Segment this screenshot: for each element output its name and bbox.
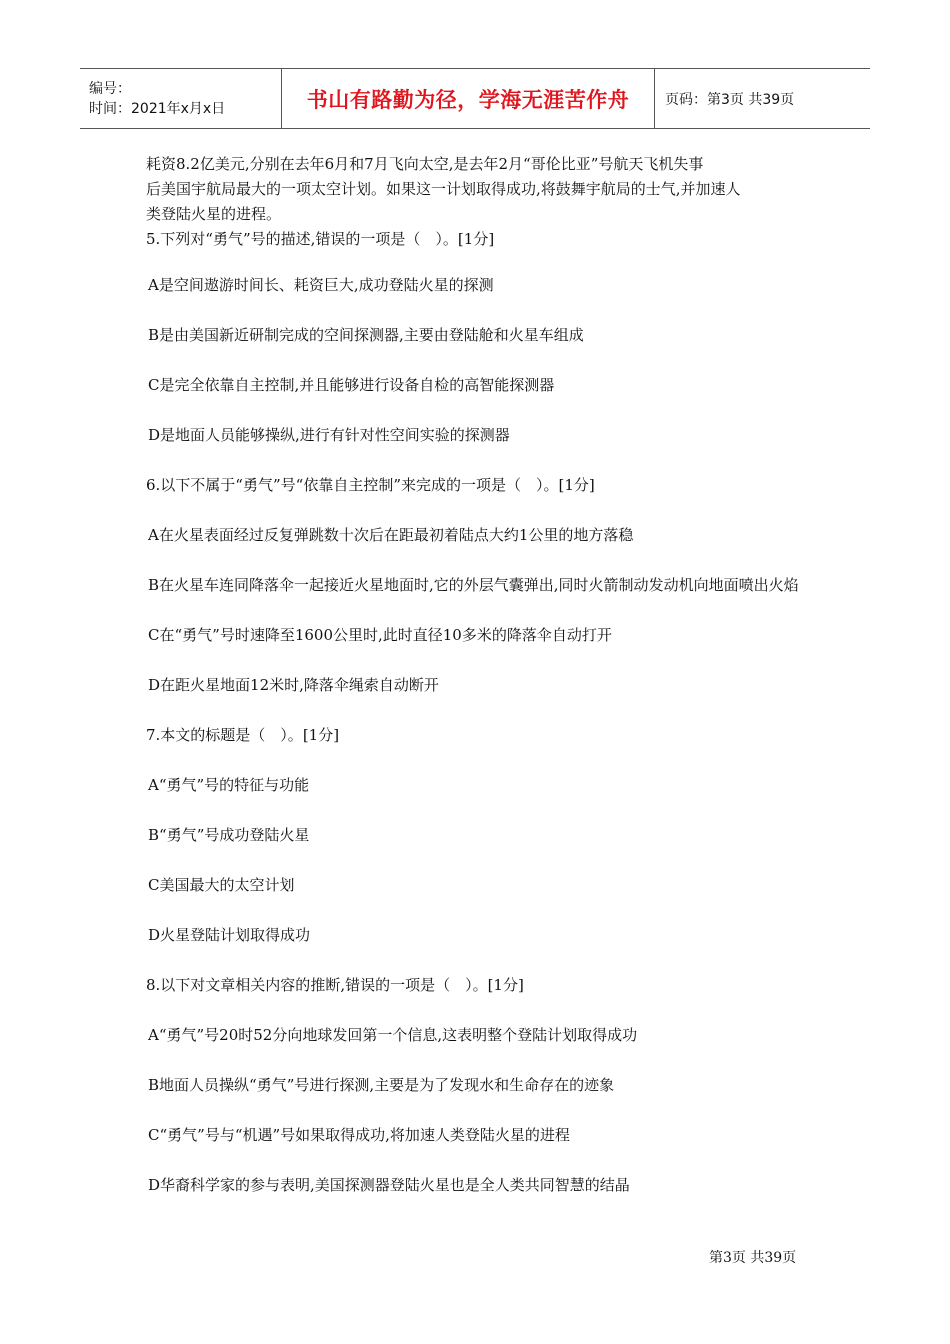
answer-option: C“勇气”号与“机遇”号如果取得成功,将加速人类登陆火星的进程 [148,1126,570,1144]
header-page-number: 页码：第3页 共39页 [665,91,795,108]
question-text: 8.以下对文章相关内容的推断,错误的一项是（ ）。[1分] [146,976,524,994]
answer-option: B是由美国新近研制完成的空间探测器,主要由登陆舱和火星车组成 [148,326,584,344]
header-motto-cell [282,69,655,128]
question-text: 6.以下不属于“勇气”号“依靠自主控制”来完成的一项是（ ）。[1分] [146,476,595,494]
question-block [146,723,816,948]
intro-line: 类登陆火星的进程。 [146,205,282,223]
intro-paragraph [146,152,816,227]
answer-option: D在距火星地面12米时,降落伞绳索自动断开 [148,676,439,694]
document-date: 时间：2021年x月x日 [89,100,226,117]
intro-line: 耗资8.2亿美元,分别在去年6月和7月飞向太空,是去年2月“哥伦比亚”号航天飞机失事 [146,155,704,173]
question-block [146,473,816,698]
answer-option: A在火星表面经过反复弹跳数十次后在距最初着陆点大约1公里的地方落稳 [148,526,634,544]
page-header [80,68,870,129]
intro-line: 后美国宇航局最大的一项太空计划。如果这一计划取得成功,将鼓舞宇航局的士气,并加速人 [146,180,741,198]
answer-option: D火星登陆计划取得成功 [148,926,311,944]
page-footer-number: 第3页 共39页 [709,1250,797,1266]
answer-option: A“勇气”号的特征与功能 [148,776,310,794]
header-meta [80,69,282,128]
answer-option: A“勇气”号20时52分向地球发回第一个信息,这表明整个登陆计划取得成功 [148,1026,638,1044]
answer-option: C在“勇气”号时速降至1600公里时,此时直径10多米的降落伞自动打开 [148,626,612,644]
answer-option: B“勇气”号成功登陆火星 [148,826,310,844]
document-number-label: 编号： [89,80,131,97]
question-block [146,973,816,1198]
document-body [146,152,816,1198]
answer-option: C是完全依靠自主控制,并且能够进行设备自检的高智能探测器 [148,376,555,394]
answer-option: C美国最大的太空计划 [148,876,295,894]
header-page-cell [655,69,870,128]
answer-option: B地面人员操纵“勇气”号进行探测,主要是为了发现水和生命存在的迹象 [148,1076,615,1094]
header-motto: 书山有路勤为径，学海无涯苦作舟 [306,87,630,112]
question-block [146,227,816,448]
answer-option: D华裔科学家的参与表明,美国探测器登陆火星也是全人类共同智慧的结晶 [148,1176,630,1194]
answer-option: D是地面人员能够操纵,进行有针对性空间实验的探测器 [148,426,510,444]
question-text: 7.本文的标题是（ ）。[1分] [146,726,340,744]
answer-option: A是空间遨游时间长、耗资巨大,成功登陆火星的探测 [148,276,494,294]
answer-option: B在火星车连同降落伞一起接近火星地面时,它的外层气囊弹出,同时火箭制动发动机向地面喷出火焰 [148,576,799,594]
question-text: 5.下列对“勇气”号的描述,错误的一项是（ ）。[1分] [146,230,495,248]
